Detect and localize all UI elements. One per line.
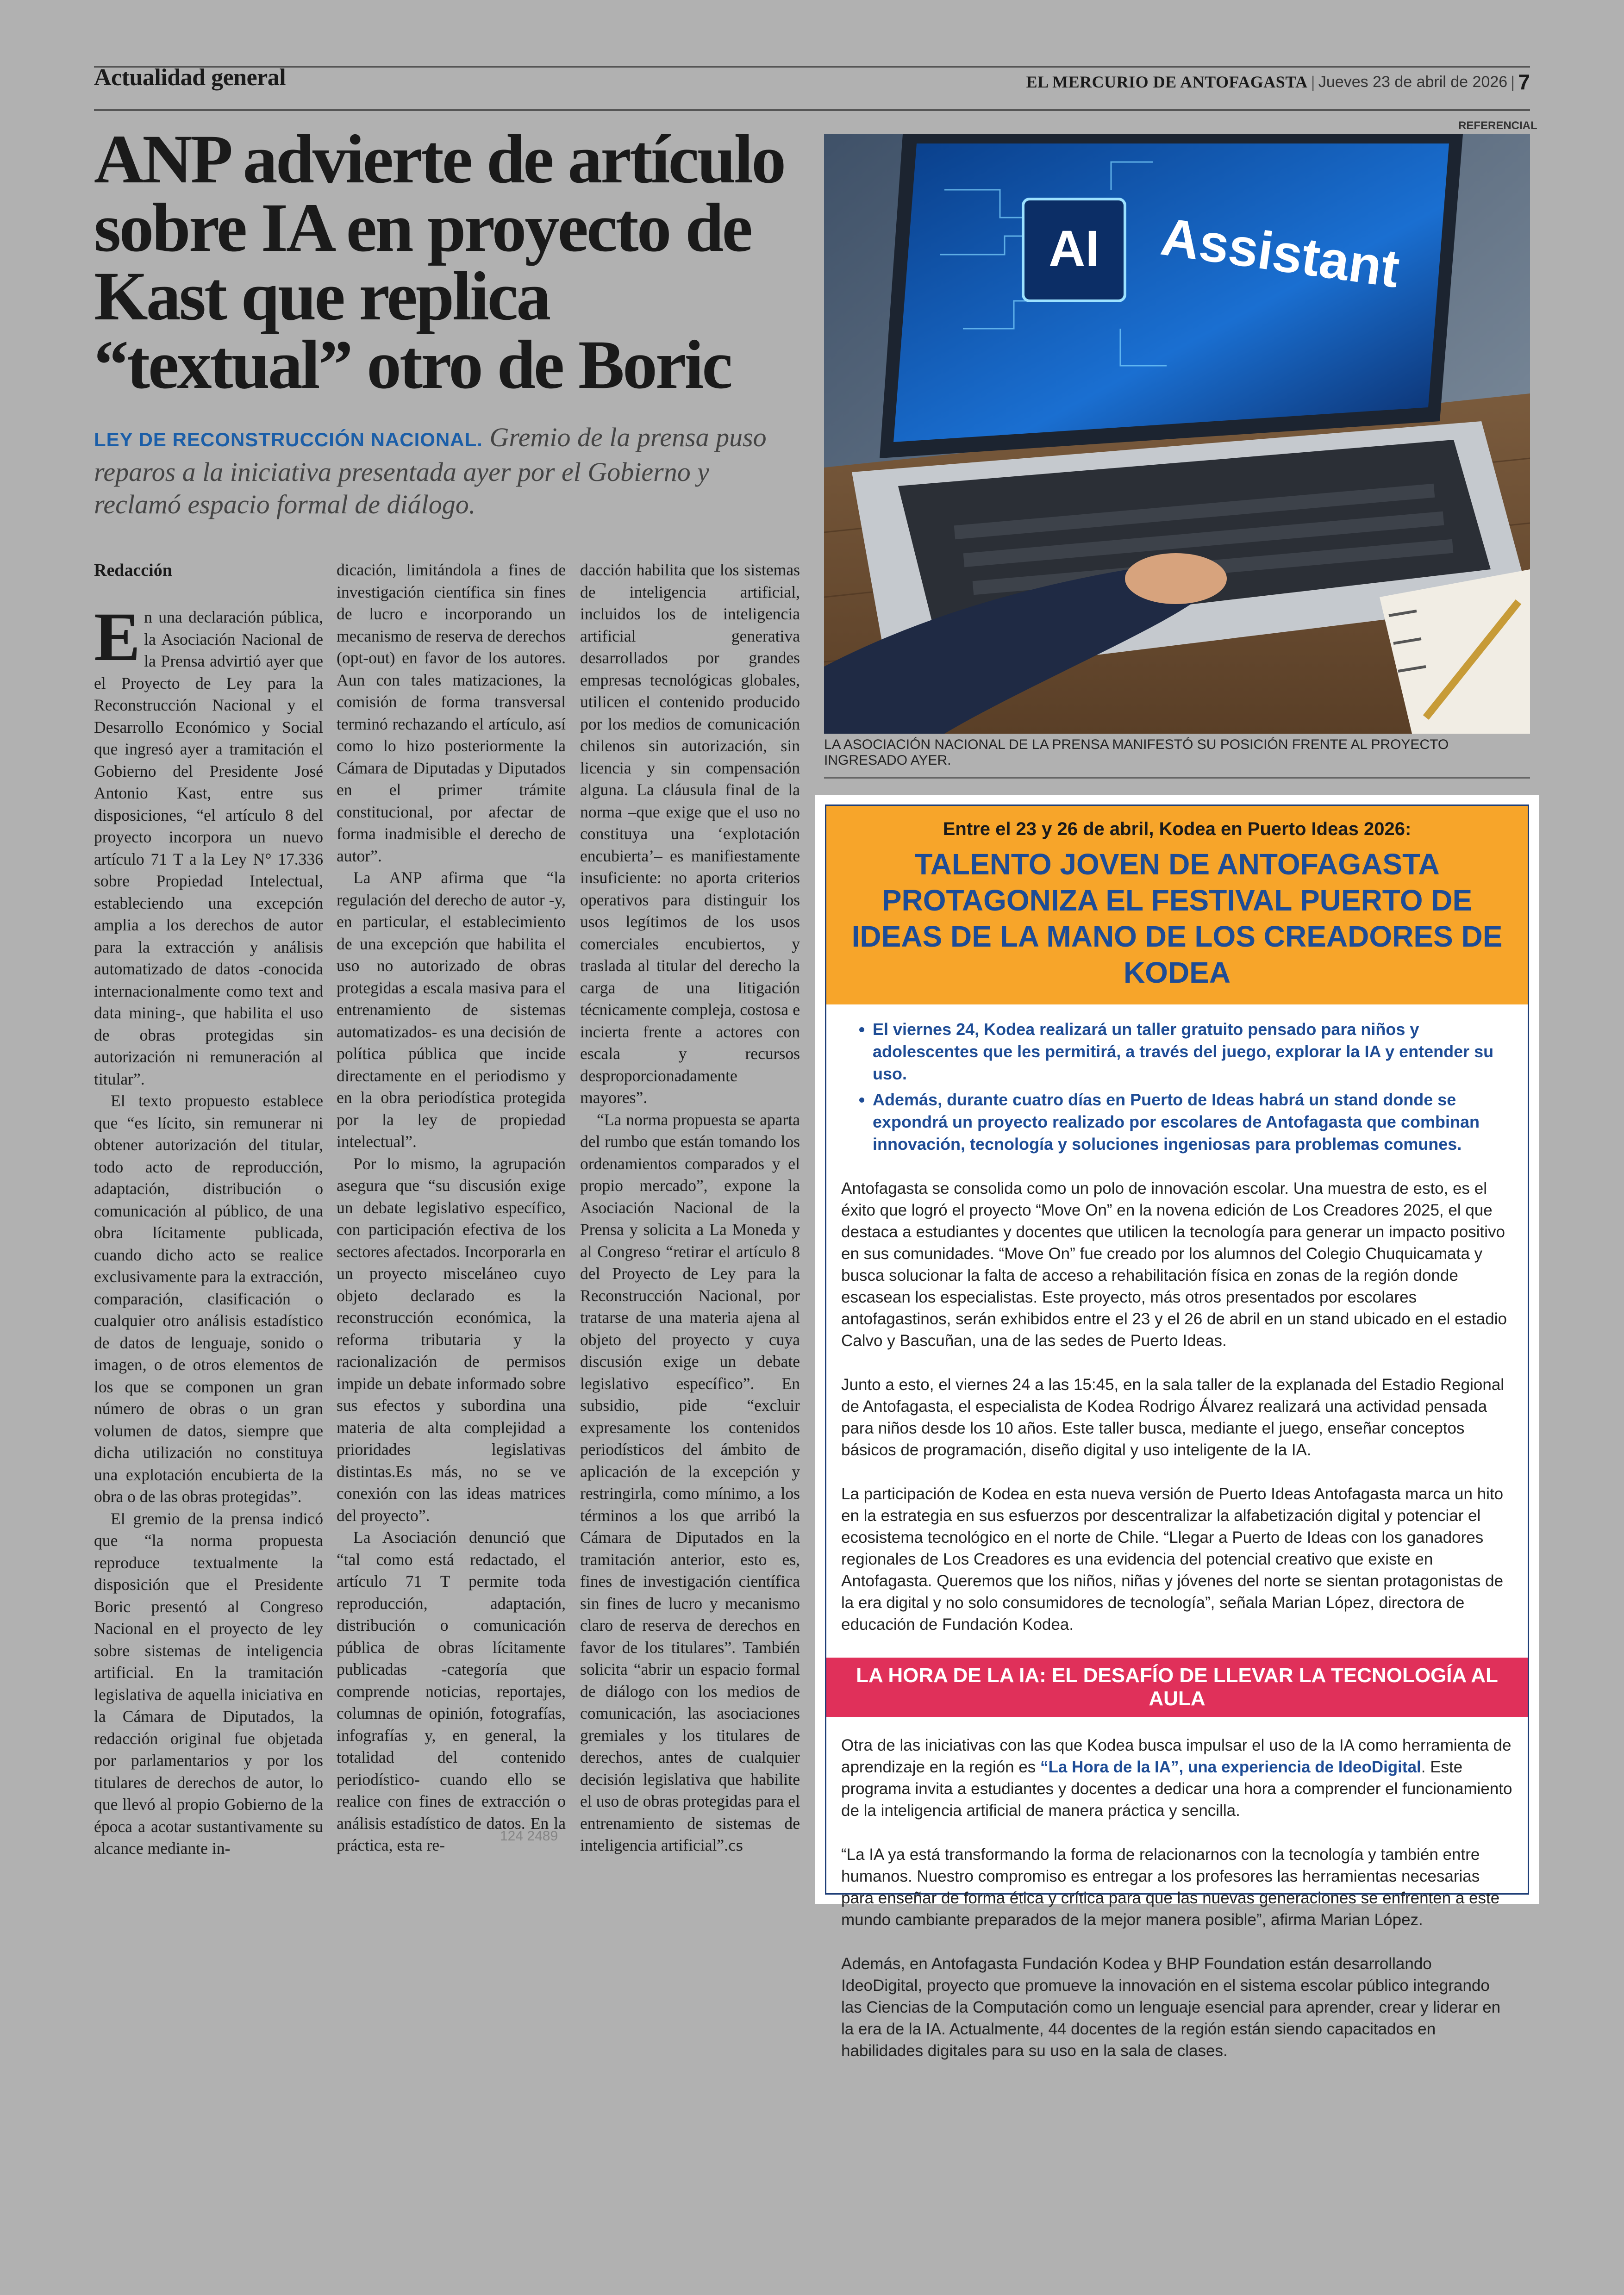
photo-caption: LA ASOCIACIÓN NACIONAL DE LA PRENSA MANIFESTÓ SU POSICIÓN FRENTE AL PROYECTO INGRESADO AYER. [824,737,1530,779]
masthead-separator: | [1511,73,1515,91]
laptop-ai-illustration [824,134,1530,734]
advertorial-body [826,1178,1528,1635]
advertorial-pretitle: Entre el 23 y 26 de abril, Kodea en Puerto Ideas 2026: [943,819,1412,839]
kicker-text: Gremio de la prensa puso reparos a la iniciativa presentada ayer por el Gobierno y reclamó espacio formal de diálogo. [94,422,767,519]
advertorial-paragraph: La participación de Kodea en esta nueva versión de Puerto Ideas Antofagasta marca un hito en la estrategia en sus esfuerzos por descentralizar la alfabetización digital y potenciar el ecosistema tecnológico en el norte de Chile. “Llegar a Puerto de Ideas con los ganadores regionales de Los Creadores es una evidencia del potencial creativo que existe en Antofagasta. Queremos que los niños, niñas y jóvenes del norte se sientan protagonistas de la era digital y no solo consumidores de tecnología”, señala Marian López, directora de educación de Fundación Kodea. [841,1485,1504,1634]
article-paragraph: El gremio de la prensa indicó que “la norma propuesta reproduce textualmente la disposición que el Presidente Boric presentó al Congreso Nacional en el proyecto de ley sobre sistemas de inteligencia artificial. En la tramitación legislativa de aquella iniciativa en la Cámara de Diputados, la redacción original fue objetada por parlamentarios y por los titulares de derechos de autor, lo que llevó al propio Gobierno de la época a acotar sustantivamente su alcance mediante in- [94,1509,323,1858]
byline: Redacción [94,561,172,580]
highlight-text: “La Hora de la IA”, una experiencia de IdeoDigital [1040,1758,1421,1776]
advertorial-paragraph [841,1734,1513,1821]
issue-date: Jueves 23 de abril de 2026 [1318,73,1508,91]
page-number: 7 [1518,70,1530,94]
paragraph-text: . Este programa invita a estudiantes y docentes a dedicar una hora a comprender el funcionamiento de la inteligencia artificial de manera práctica y sencilla. [841,1758,1512,1820]
advertorial-body [826,1734,1528,2062]
article-photo [824,134,1530,734]
paragraph-text: n una declaración pública, la Asociación Nacional de la Prensa advirtió ayer que el Proyecto de Ley para la Reconstrucción Nacional y el Desarrollo Económico y Social que ingresó ayer a tramitación el Gobierno del Presidente José Antonio Kast, entre sus disposiciones, “el artículo 8 del proyecto incorpora un nuevo artículo 71 T a la Ley N° 17.336 sobre Propiedad Intelectual, estableciendo una excepción amplia a los derechos de autor para la extracción y análisis automatizado de datos -conocida internacionalmente como text and data mining-, que habilita el uso de obras protegidas sin autorización ni remuneración al titular”. [94,608,323,1088]
advertorial-paragraph: Además, en Antofagasta Fundación Kodea y BHP Foundation están desarrollando IdeoDigital, proyecto que promueve la innovación en el sistema escolar público integrando las Ciencias de la Computación como un lenguaje esencial para aprender, crear y liderar en la era de la IA. Actualmente, 44 docentes de la región están siendo capacitados en habilidades digitales para su uso en la sala de clases. [841,1955,1501,2060]
screen-text: Assistant [1157,206,1403,299]
masthead [1026,69,1530,94]
article-column-2 [337,559,566,1857]
header-top-rule [94,66,1530,68]
article-paragraph: El texto propuesto establece que “es lícito, sin remunerar ni obtener autorización del titular, todo acto de reproducción, adaptación, distribución o comunicación al público, de una obra lícitamente publicada, cuando dicho acto se realice exclusivamente para la extracción, comparación, clasificación o cualquier otro análisis estadístico de datos de lenguaje, sonido o imagen, o de otros elementos de los que se componen un gran número de obras o un gran volumen de datos, siempre que dicha utilización no constituya una explotación encubierta de la obra o de las obras protegidas”. [94,1091,323,1506]
article-column-3 [580,559,800,1858]
paragraph-text: “La norma propuesta se aparta del rumbo que están tomando los ordenamientos comparados y el propio mercado”, expone la Asociación Nacional de la Prensa y solicita a La Moneda y al Congreso “retirar el artículo 8 del Proyecto de Ley para la Reconstrucción Nacional, por tratarse de una materia ajena al objeto del proyecto y cuya discusión exige un debate legislativo específico”. En subsidio, pide “excluir expresamente los contenidos periodísticos del ámbito de aplicación de la excepción y restringirla, como mínimo, a los términos a los que arribó la Cámara de Diputados en la tramitación anterior, esto es, fines de investigación científica sin fines de lucro y mecanismo claro de reserva de derechos en favor de los titulares”. También solicita “abrir un espacio formal de diálogo con los medios de comunicación, las asociaciones gremiales y los titulares de derechos, antes de cualquier decisión legislativa que habilite el uso de obras protegidas para el entrenamiento de sistemas de inteligencia artificial”. [580,1110,800,1854]
masthead-separator: | [1311,73,1315,91]
paragraph-text: Otra de las iniciativas con las que Kodea busca impulsar el uso de la IA como herramienta de aprendizaje en la región es [841,1736,1512,1776]
drop-cap: E [94,599,141,675]
article-paragraph: La ANP afirma que “la regulación del derecho de autor -y, en particular, el establecimiento de una excepción que habilita el uso no autorizado de obras protegidas a escala masiva para el entrenamiento de sistemas automatizados- es una decisión de política pública que incide directamente en el periodismo y en la obra periodística protegida por la ley de propiedad intelectual”. [337,868,566,1151]
article-paragraph: dacción habilita que los sistemas de inteligencia artificial, incluidos los de inteligencia artificial generativa desarrollados por grandes empresas tecnológicas globales, utilicen el contenido producido por los medios de comunicación chilenos sin autorización, sin licencia y sin compensación alguna. La cláusula final de la norma –que exige que el uso no constituya una ‘explotación encubierta’– es manifiestamente insuficiente: no aporta criterios operativos para distinguir los usos legítimos de los usos comerciales encubiertos, y traslada al titular del derecho la carga de una litigación técnicamente compleja, costosa e incierta frente a actores con escala y recursos desproporcionadamente mayores”. [580,561,800,1107]
article-paragraph [580,1109,800,1858]
end-mark: cs [728,1838,743,1854]
watermark: 124 2489 [500,1828,558,1844]
advertorial-title: TALENTO JOVEN DE ANTOFAGASTA PROTAGONIZA EL FESTIVAL PUERTO DE IDEAS DE LA MANO DE LOS CREADORES DE KODEA [851,848,1503,989]
header-bottom-rule [94,109,1530,111]
advertorial-section-bar: LA HORA DE LA IA: EL DESAFÍO DE LLEVAR LA TECNOLOGÍA AL AULA [826,1658,1528,1717]
advertorial-paragraph: “La IA ya está transformando la forma de relacionarnos con la tecnología y también entre humanos. Nuestro compromiso es entregar a los profesores las herramientas necesarias para enseñar de forma ética y crítica para que las nuevas generaciones se enfrenten a este mundo cambiante preparados de la mejor manera posible”, afirma Marian López. [841,1846,1500,1929]
advertorial-frame [825,804,1529,2060]
section-label: Actualidad general [94,64,286,91]
article-paragraph: Por lo mismo, la agrupación asegura que “su discusión exige un debate legislativo específico, con participación efectiva de los sectores afectados. Incorporarla en un proyecto misceláneo cuyo objeto declarado es la reconstrucción económica, la reforma tributaria y la racionalización de permisos impide un debate informado sobre sus efectos y subordina una materia de alta complejidad a prioridades legislativas distintas.Es más, no se ve conexión con las ideas matrices del proyecto”. [337,1154,566,1525]
advertorial-paragraph: Junto a esto, el viernes 24 a las 15:45, en la sala taller de la explanada del Estadio Regional de Antofagasta, el especialista de Kodea Rodrigo Álvarez realizará una actividad pensada para niños desde los 10 años. Este taller busca, mediante el juego, enseñar conceptos básicos de programación, diseño digital y uso inteligente de la IA. [841,1376,1505,1459]
article-paragraph: La Asociación denunció que “tal como está redactado, el artículo 71 T permite toda reproducción, adaptación, distribución o comunicación pública de obras lícitamente publicadas -categoría que comprende noticias, reportajes, columnas de opinión, fotografías, infografías y, en general, la totalidad del contenido periodístico- cuando ello se realice con fines de extracción o análisis estadístico de datos. En la práctica, esta re- [337,1528,566,1854]
advertorial-paragraph: Antofagasta se consolida como un polo de innovación escolar. Una muestra de esto, es el éxito que logró el proyecto “Move On” en la novena edición de Los Creadores 2025, el que destaca a estudiantes y docentes que utilicen la tecnología para generar un impacto positivo en sus comunidades. “Move On” fue creado por los alumnos del Colegio Chuquicamata y busca solucionar la falta de acceso a rehabilitación física en zonas de la región donde escasean los especialistas. Este proyecto, más otros presentados por escolares antofagastinos, serán exhibidos entre el 23 y el 26 de abril en un stand ubicado en el estadio Calvo y Bascuñan, una de las sedes de Puerto Ideas. [841,1179,1507,1350]
article-headline: ANP advierte de artículo sobre IA en proyecto de Kast que replica “textual” otro de Boric [94,121,785,403]
advertorial-bullets [873,1018,1509,1155]
screen-badge: AI [1049,220,1099,277]
photo-credit: REFERENCIAL [1458,119,1537,132]
article-kicker [94,421,788,521]
article-paragraph: dicación, limitándola a fines de investigación científica sin fines de lucro e incorporando un mecanismo de reserva de derechos (opt-out) en favor de los autores. Aun con tales matizaciones, la comisión de forma transversal terminó rechazando el artículo, así como lo hizo posteriormente la Cámara de Diputadas y Diputados en el primer trámite constitucional, por afectar de forma inadmisible el derecho de autor”. [337,561,566,865]
kodea-advertorial [815,795,1539,2060]
kicker-lead: LEY DE RECONSTRUCCIÓN NACIONAL. [94,429,483,450]
article-paragraph [94,599,323,1090]
bullet-item: • El viernes 24, Kodea realizará un taller gratuito pensado para niños y adolescentes que les permitirá, a través del juego, explorar la IA y entender su uso. [873,1018,1509,1085]
article-column-1 [94,599,323,1860]
advertorial-header [826,806,1528,1004]
newspaper-name: EL MERCURIO DE ANTOFAGASTA [1026,73,1308,91]
bullet-item: • Además, durante cuatro días en Puerto de Ideas habrá un stand donde se expondrá un proyecto realizado por escolares de Antofagasta que combinan innovación, tecnología y soluciones ingeniosas para problemas comunes. [873,1089,1509,1155]
